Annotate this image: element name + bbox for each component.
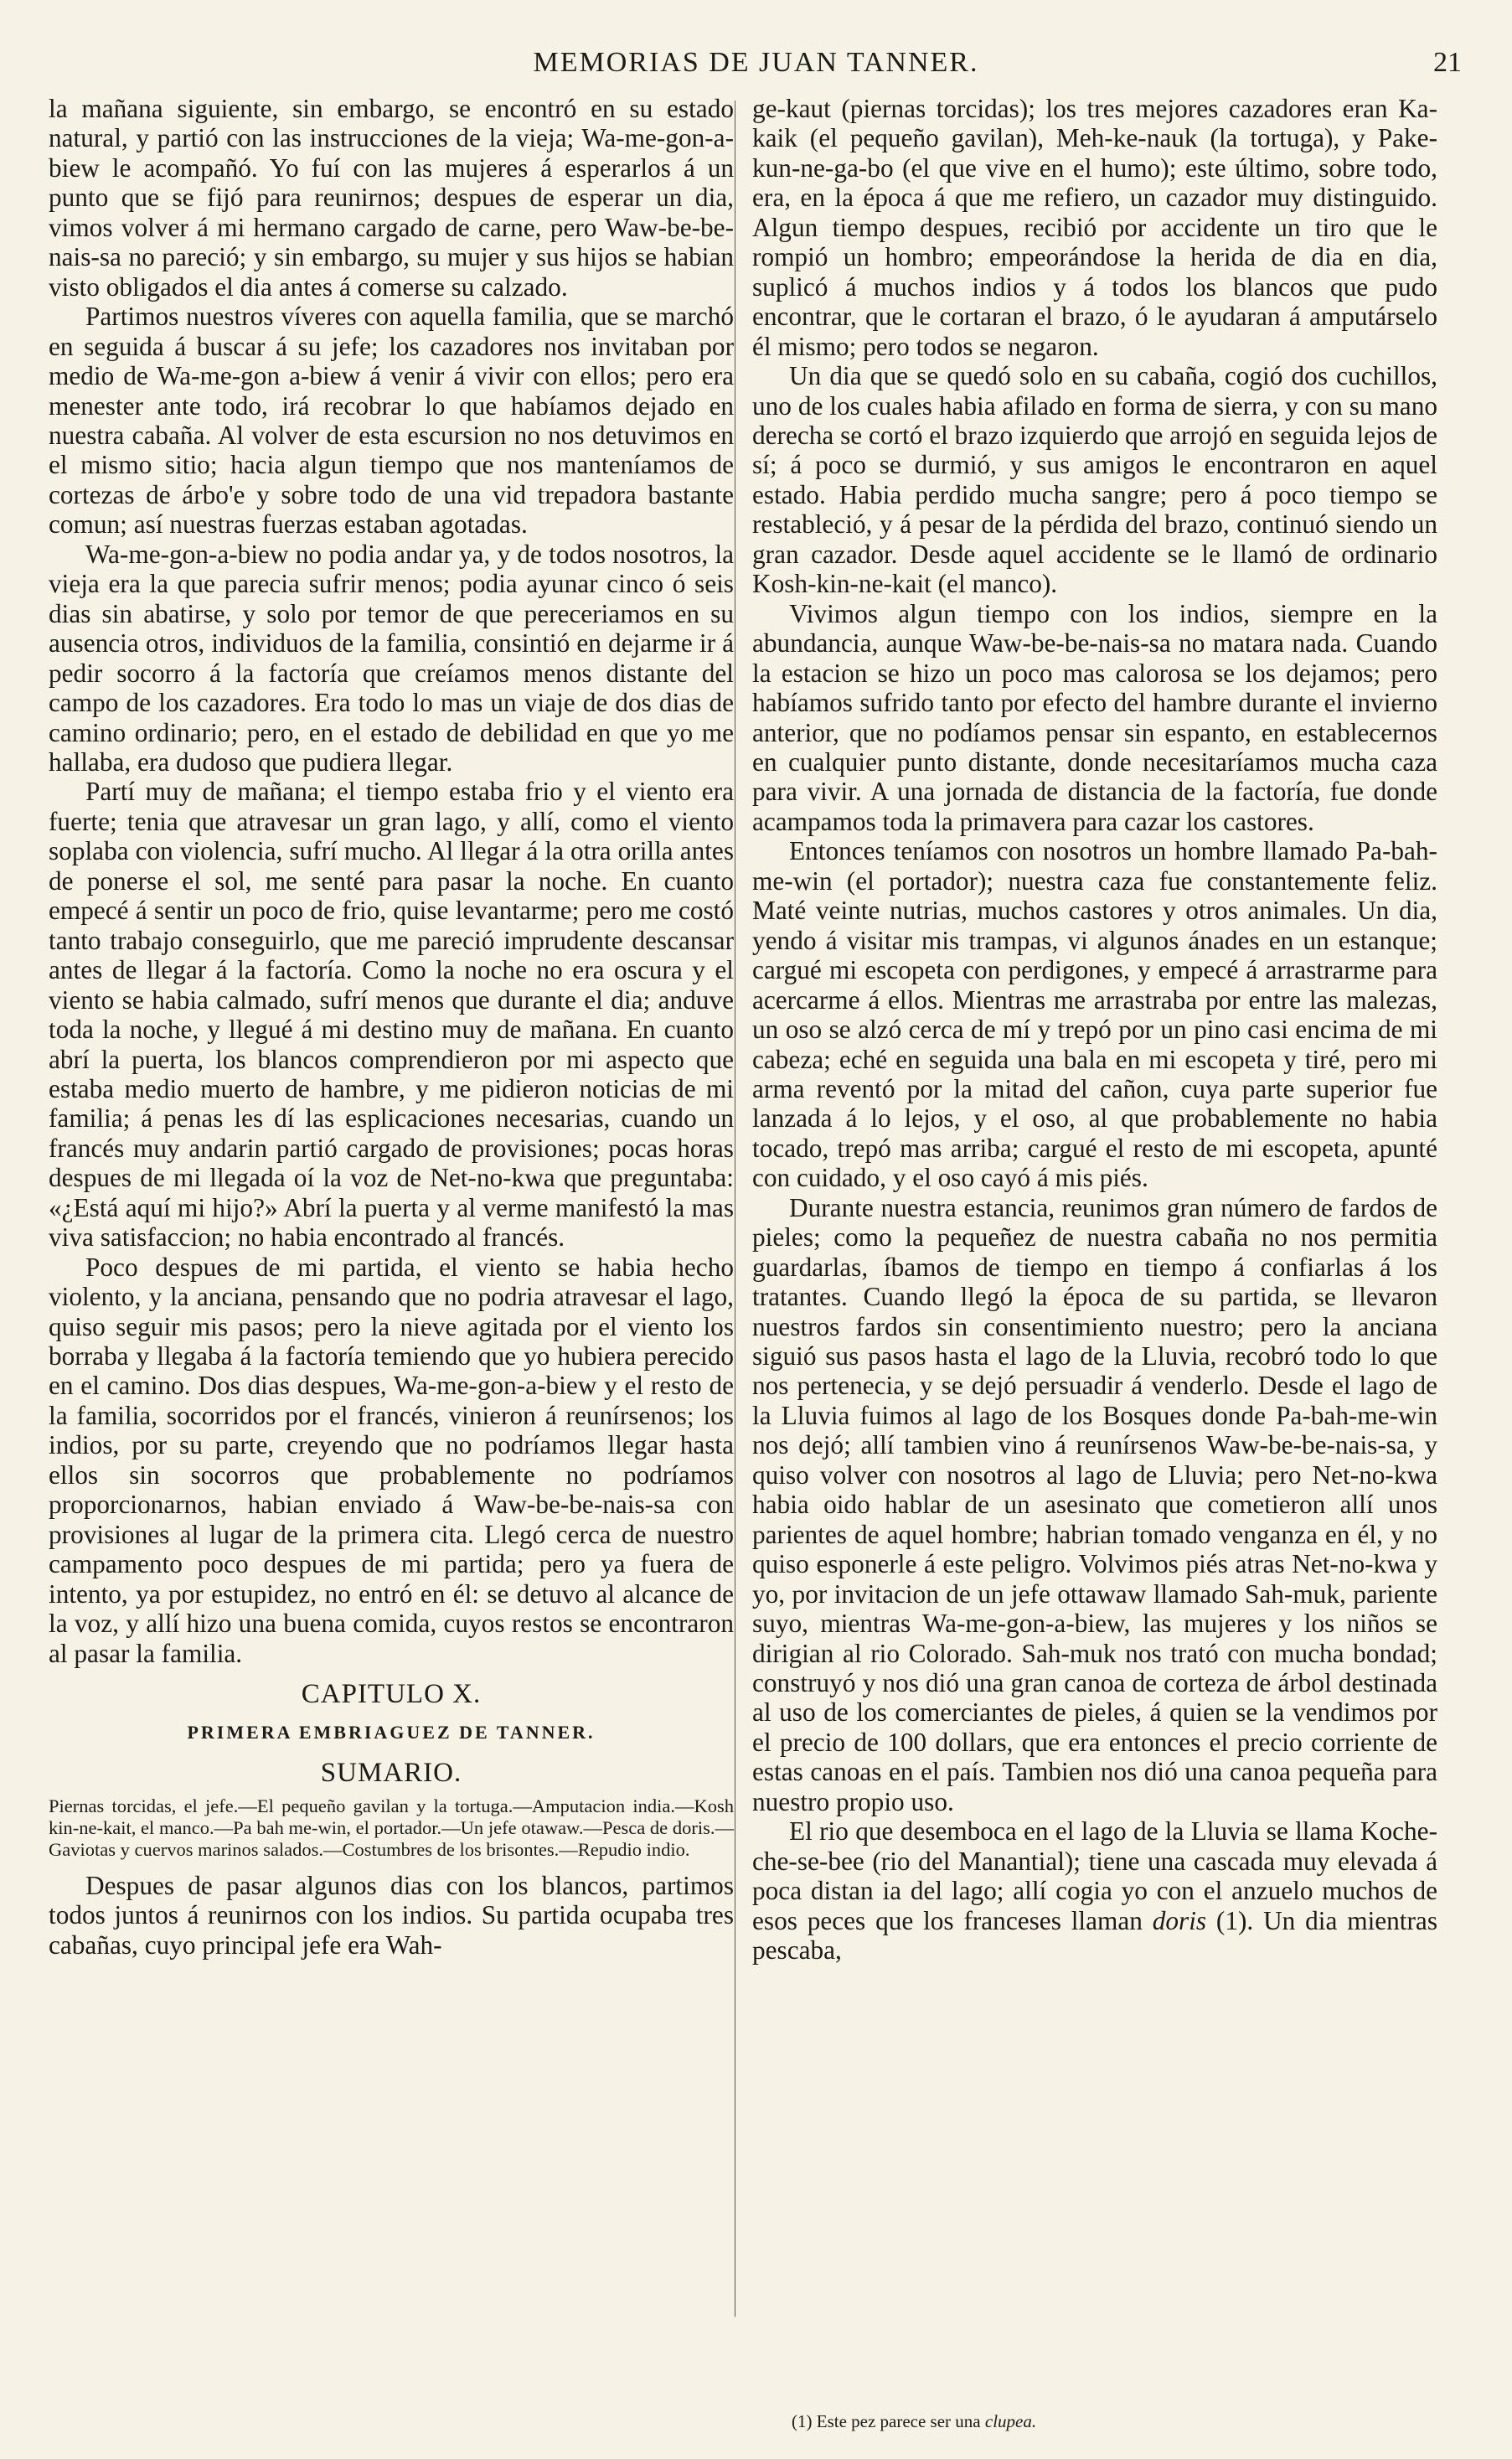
paragraph: Durante nuestra estancia, reunimos gran número de fardos de pieles; como la pequeñez de nuestra cabaña no nos permitia guardarlas, íbamos de tiempo en tiempo á confiarlas á los tratantes. Cuando llegó la época de su partida, se llevaron nuestros fardos sin consentimiento nuestro; pero la anciana siguió sus pasos hasta el lago de la Lluvia, recobró todo lo que nos pertenecia, y se dejó persuadir á venderlo. Desde el lago de la Lluvia fuimos al lago de los Bosques donde Pa-bah-me-win nos dejó; allí tambien vino á reunírsenos Waw-be-be-nais-sa, y quiso volver con nosotros al lago de Lluvia; pero Net-no-kwa habia oido hablar de un asesinato que cometieron allí unos parientes de aquel hombre; habrian tomado venganza en él, y no quiso esponerle á este peligro. Volvimos piés atras Net-no-kwa y yo, por invitacion de un jefe ottawaw llamado Sah-muk, pariente suyo, mientras Wa-me-gon-a-biew, las mujeres y los niños se dirigian al rio Colorado. Sah-muk nos trató con mucha bondad; construyó y nos dió una gran canoa de corteza de árbol destinada al uso de los comerciantes de pieles, á quien se la vendimos por el precio de 100 dollars, que era entonces el precio corriente de estas canoas en el país. Tambien nos dió una canoa pequeña para nuestro propio uso.: [752, 1192, 1437, 1816]
paragraph: Poco despues de mi partida, el viento se habia hecho violento, y la anciana, pensando que no podria atravesar el lago, quiso seguir mis pasos; pero la nieve agitada por el viento los borraba y llegaba á la factoría temiendo que yo hubiera perecido en el camino. Dos dias despues, Wa-me-gon-a-biew y el resto de la familia, socorridos por el francés, vinieron á reunírsenos; los indios, por su parte, creyendo que no podríamos llegar hasta ellos sin socorros que probablemente no podríamos proporcionarnos, habian enviado á Waw-be-be-nais-sa con provisiones al lugar de la primera cita. Llegó cerca de nuestro campamento poco despues de mi partida; pero ya fuera de intento, ya por estupidez, no entró en él: se detuvo al alcance de la voz, y allí hizo una buena comida, cuyos restos se encontraron al pasar la familia.: [49, 1252, 734, 1668]
summary-text: Piernas torcidas, el jefe.—El pequeño gavilan y la tortuga.—Amputacion india.—Kosh kin-ne-kait, el manco.—Pa bah me-win, el portador.—Un jefe otawaw.—Pesca de doris.—Gaviotas y cuervos marinos salados.—Costumbres de los brisontes.—Repudio indio.: [49, 1795, 734, 1861]
running-title: MEMORIAS DE JUAN TANNER.: [533, 47, 979, 78]
italic-term: doris: [1152, 1905, 1207, 1935]
left-column: [49, 94, 734, 1960]
right-column: [752, 94, 1437, 1966]
paragraph: Un dia que se quedó solo en su cabaña, cogió dos cuchillos, uno de los cuales habia afilado en forma de sierra, y con su mano derecha se cortó el brazo izquierdo que arrojó en seguida lejos de sí; á poco se durmió, y sus amigos le encontraron en aquel estado. Habia perdido mucha sangre; pero á poco tiempo se restableció, y á pesar de la pérdida del brazo, continuó siendo un gran cazador. Desde aquel accidente se le llamó de ordinario Kosh-kin-ne-kait (el manco).: [752, 361, 1437, 599]
paragraph: Partí muy de mañana; el tiempo estaba frio y el viento era fuerte; tenia que atravesar un gran lago, y allí, como el viento soplaba con violencia, sufrí mucho. Al llegar á la otra orilla antes de ponerse el sol, me senté para pasar la noche. En cuanto empecé á sentir un poco de frio, quise levantarme; pero me costó tanto trabajo conseguirlo, que me pareció imprudente descansar antes de llegar á la factoría. Como la noche no era oscura y el viento se habia calmado, sufrí menos que durante el dia; anduve toda la noche, y llegué á mi destino muy de mañana. En cuanto abrí la puerta, los blancos comprendieron por mi aspecto que estaba medio muerto de hambre, y me pidieron noticias de mi familia; á penas les dí las esplicaciones necesarias, cuando un francés muy andarin partió cargado de provisiones; pocas horas despues de mi llegada oí la voz de Net-no-kwa que preguntaba: «¿Está aquí mi hijo?» Abrí la puerta y al verme manifestó la mas viva satisfaccion; no habia encontrado al francés.: [49, 777, 734, 1253]
paragraph-text: (1). Un dia mientras pescaba,: [752, 1905, 1437, 1966]
paragraph: la mañana siguiente, sin embargo, se encontró en su estado natural, y partió con las instrucciones de la vieja; Wa-me-gon-a-biew le acompañó. Yo fuí con las mujeres á esperarlos á un punto que se fijó para reunirnos; despues de esperar un dia, vimos volver á mi hermano cargado de carne, pero Waw-be-be-nais-sa no pareció; y sin embargo, su mujer y sus hijos se habian visto obligados el dia antes á comerse su calzado.: [49, 94, 734, 302]
chapter-subtitle: PRIMERA EMBRIAGUEZ DE TANNER.: [187, 1722, 596, 1744]
paragraph: ge-kaut (piernas torcidas); los tres mejores cazadores eran Ka-kaik (el pequeño gavilan), Meh-ke-nauk (la tortuga), y Pake-kun-ne-ga-bo (el que vive en el humo); este último, sobre todo, era, en la época á que me refiero, un cazador muy distinguido. Algun tiempo despues, recibió por accidente un tiro que le rompió un hombro; empeorándose la herida de dia en dia, suplicó á muchos indios y á todos los blancos que pudo encontrar, que le cortaran el brazo, ó le ayudaran á amputárselo él mismo; pero todos se negaron.: [752, 94, 1437, 361]
summary-heading: SUMARIO.: [320, 1758, 462, 1789]
paragraph: Despues de pasar algunos dias con los blancos, partimos todos juntos á reunirnos con los indios. Su partida ocupaba tres cabañas, cuyo principal jefe era Wah-: [49, 1871, 734, 1960]
footnote-italic: clupea.: [984, 2411, 1037, 2431]
footnote-text: (1) Este pez parece ser una: [792, 2411, 981, 2431]
page-header: [50, 47, 1462, 90]
paragraph: Entonces teníamos con nosotros un hombre llamado Pa-bah-me-win (el portador); nuestra caza fue constantemente feliz. Maté veinte nutrias, muchos castores y otros animales. Un dia, yendo á visitar mis trampas, vi algunos ánades en un estanque; cargué mi escopeta con perdigones, y empecé á arrastrarme para acercarme á ellos. Mientras me arrastraba por entre las malezas, un oso se alzó cerca de mí y trepó por un pino casi encima de mi cabeza; eché en seguida una bala en mi escopeta y tiré, pero mi arma reventó por la mitad del cañon, cuya parte superior fue lanzada á lo lejos, y el oso, al que probablemente no habia tocado, trepó mas arriba; cargué el resto de mi escopeta, apunté con cuidado, y el oso cayó á mis piés.: [752, 836, 1437, 1193]
paragraph: [752, 1816, 1437, 1965]
paragraph: Wa-me-gon-a-biew no podia andar ya, y de todos nosotros, la vieja era la que parecia sufrir menos; podia ayunar cinco ó seis dias sin abatirse, y solo por temor de que pereceriamos en su ausencia otros, individuos de la familia, consintió en dejarme ir á pedir socorro á la factoría que creíamos menos distante del campo de los cazadores. Era todo lo mas un viaje de dos dias de camino ordinario; pero, en el estado de debilidad en que yo me hallaba, era dudoso que pudiera llegar.: [49, 539, 734, 777]
chapter-title: CAPITULO X.: [301, 1679, 482, 1710]
paragraph: Vivimos algun tiempo con los indios, siempre en la abundancia, aunque Waw-be-be-nais-sa no matara nada. Cuando la estacion se hizo un poco mas calorosa se los dejamos; pero habíamos sufrido tanto por efecto del hambre durante el invierno anterior, que no podíamos pensar sin espanto, en establecernos en cualquier punto distante, donde necesitaríamos mucha caza para vivir. A una jornada de distancia de la factoría, fue donde acampamos toda la primavera para cazar los castores.: [752, 598, 1437, 836]
page-number: 21: [1433, 47, 1462, 78]
footnote: [792, 2411, 1036, 2432]
paragraph: Partimos nuestros víveres con aquella familia, que se marchó en seguida á buscar á su jefe; los cazadores nos invitaban por medio de Wa-me-gon a-biew á venir á vivir con ellos; pero era menester ante todo, irá recobrar lo que habíamos dejado en nuestra cabaña. Al volver de esta escursion no nos detuvimos en el mismo sitio; hacia algun tiempo que nos manteníamos de cortezas de árbo'e y sobre todo de una vid trepadora bastante comun; así nuestras fuerzas estaban agotadas.: [49, 302, 734, 540]
paragraph-text: El rio que desemboca en el lago de la Lluvia se llama Koche-che-se-bee (rio del Manantial); tiene una cascada muy elevada á poca distan ia del lago; allí cogia yo con el anzuelo muchos de esos peces que los franceses llaman: [752, 1816, 1437, 1935]
